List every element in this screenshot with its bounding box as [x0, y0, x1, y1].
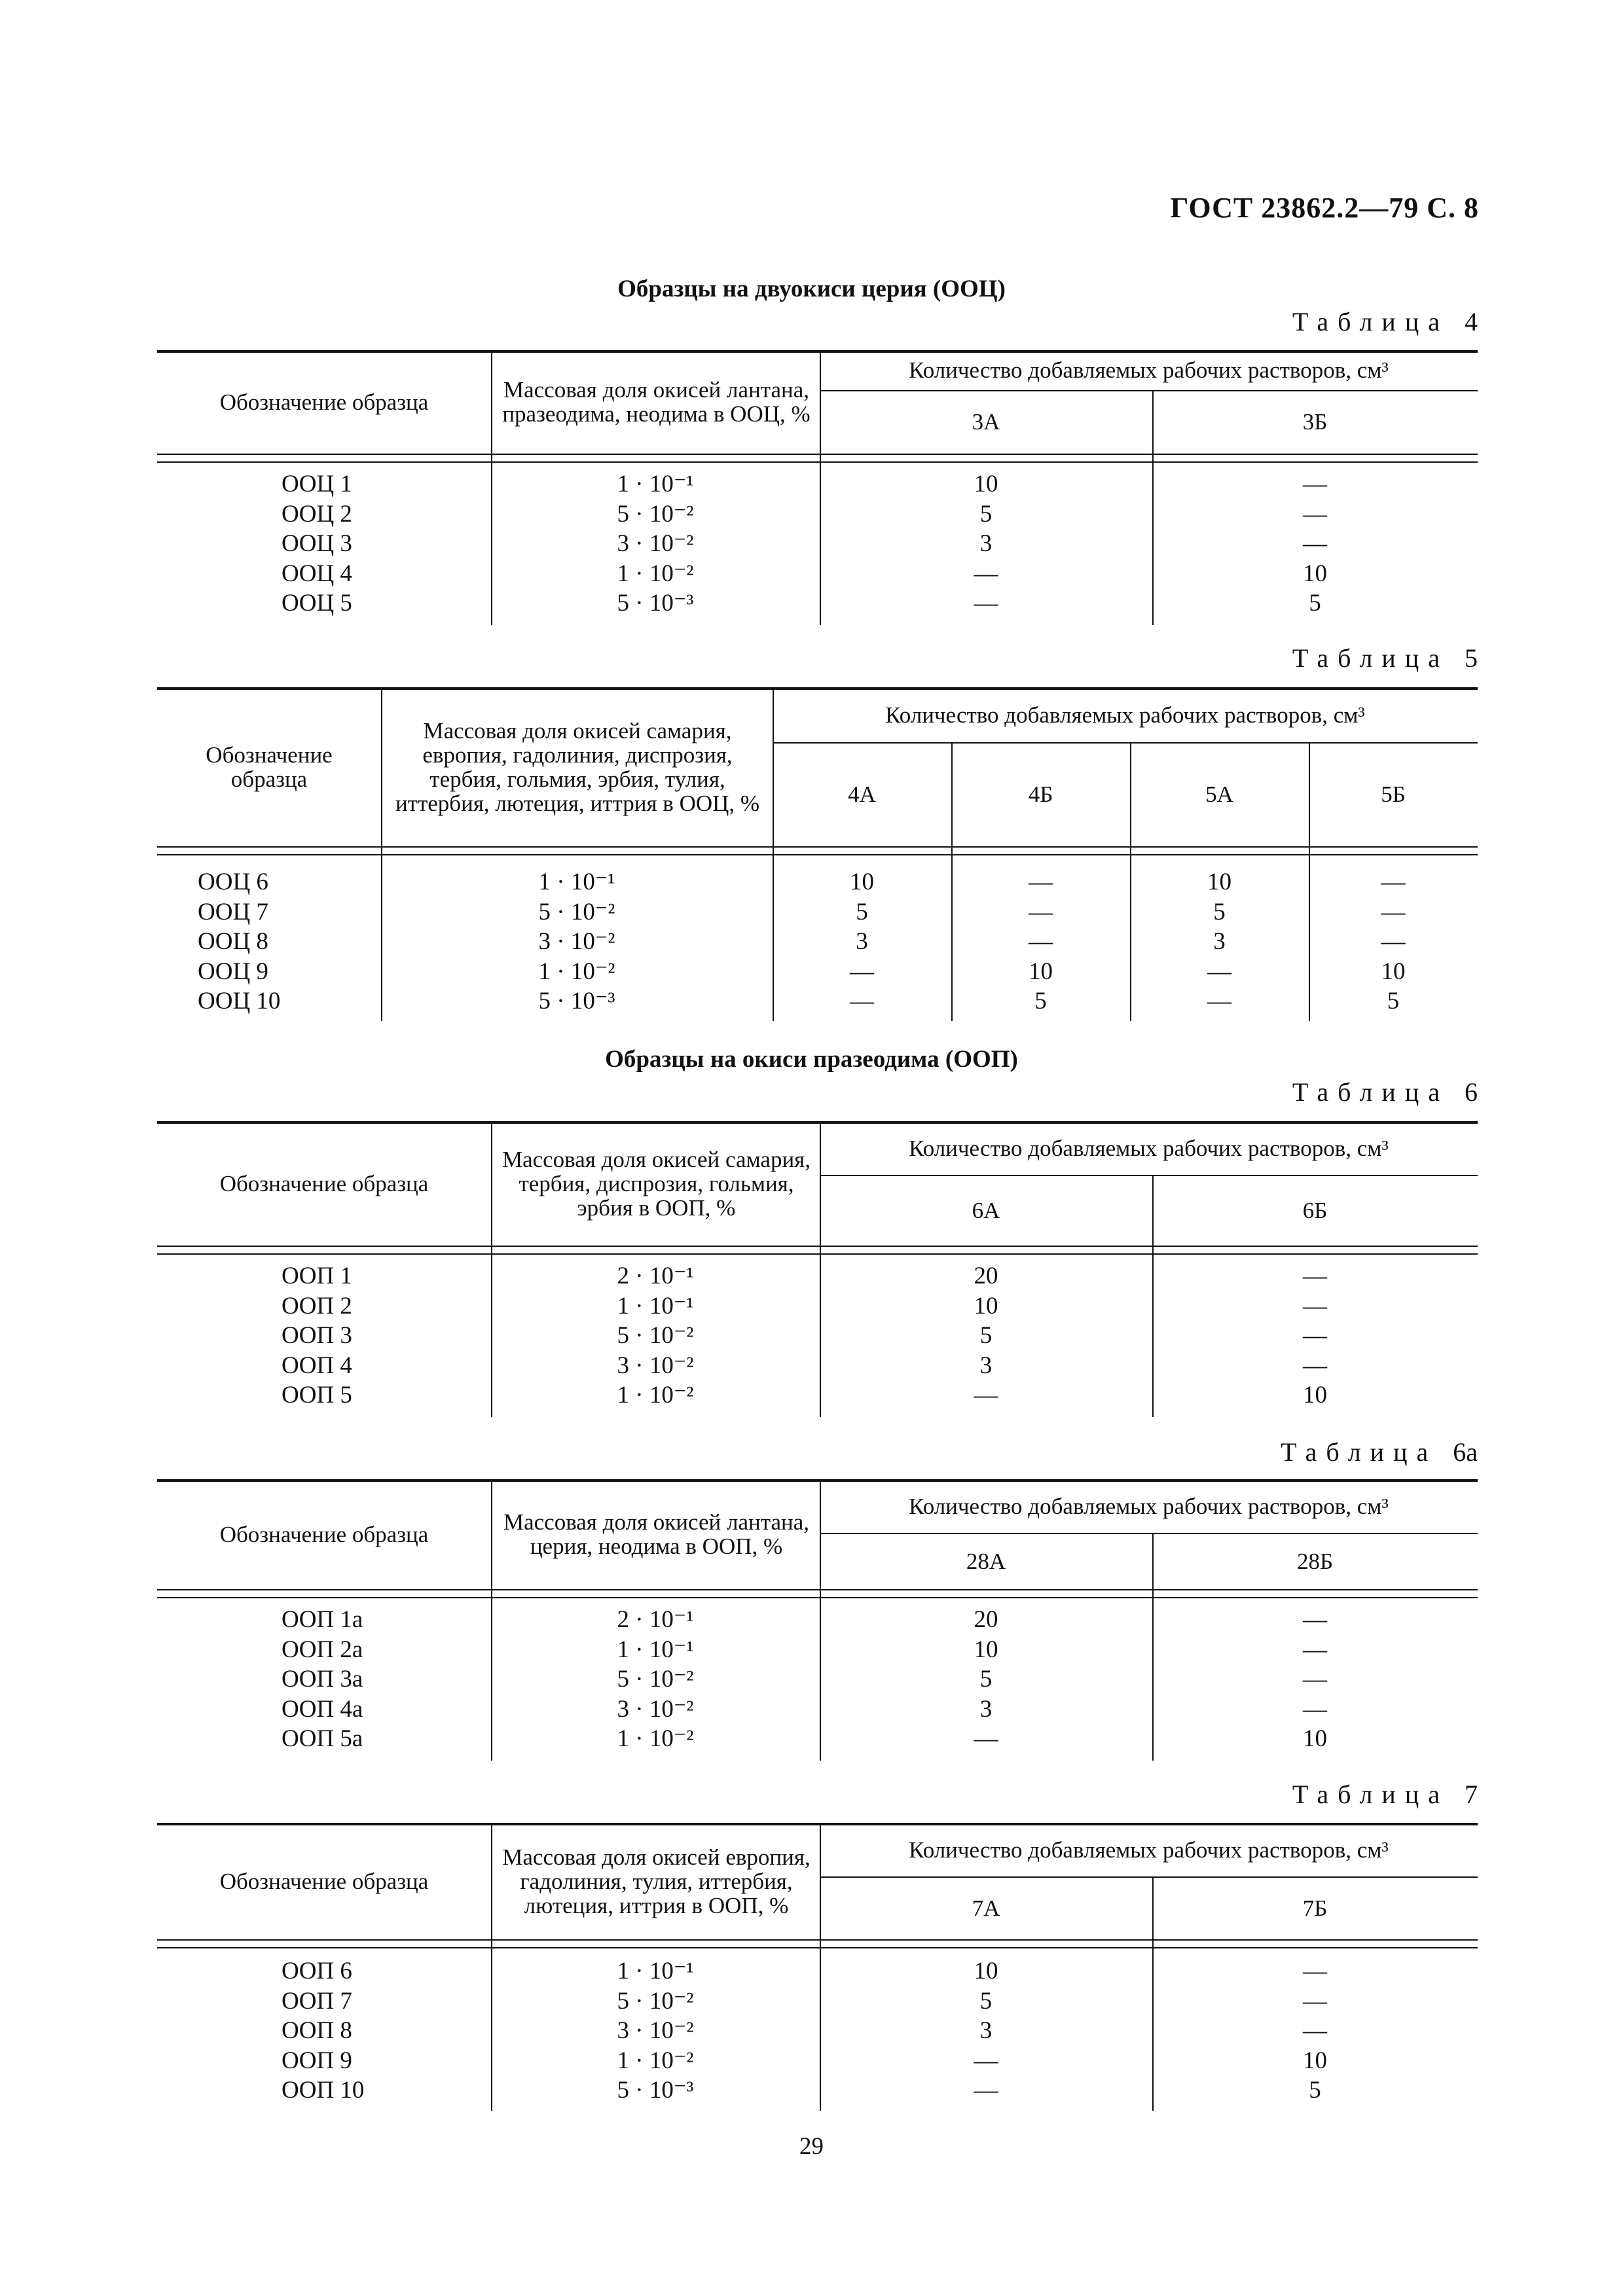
sample-list: ООЦ 6 ООЦ 7 ООЦ 8 ООЦ 9 ООЦ 10	[198, 869, 281, 1014]
section-title-praseodymium: Образцы на окиси празеодима (ООП)	[605, 1046, 1018, 1073]
values-3a: 10 5 3 — —	[974, 471, 998, 617]
subheader-3a: 3А	[972, 409, 1000, 435]
values-6b: — — — — 10	[1303, 1263, 1327, 1408]
values-7a: 10 5 3 — —	[974, 1958, 998, 2104]
table-label	[1281, 1437, 1478, 1467]
table-4	[157, 350, 1478, 625]
header-mass-fraction: Массовая доля окисей самария, европия, гадолиния, диспрозия, тербия, гольмия, эрбия, тулия, иттербия, лютеция, иттрия в ООЦ, %	[395, 717, 760, 816]
table-label	[1292, 1779, 1478, 1810]
mass-list: 2 · 10⁻¹ 1 · 10⁻¹ 5 · 10⁻² 3 · 10⁻² 1 · 10⁻²	[617, 1263, 694, 1408]
table-label-word: Таблица	[1292, 1077, 1449, 1107]
header-mass-fraction: Массовая доля окисей европия, гадолиния, тулия, иттербия, лютеция, иттрия в ООП, %	[502, 1844, 811, 1918]
mass-list: 2 · 10⁻¹ 1 · 10⁻¹ 5 · 10⁻² 3 · 10⁻² 1 · 10⁻²	[617, 1606, 694, 1752]
subheader-6a: 6А	[972, 1197, 1000, 1223]
table-label-word: Таблица	[1292, 643, 1449, 673]
rule	[157, 1589, 1478, 1590]
subheader-5a: 5А	[1205, 781, 1233, 807]
table-label	[1292, 306, 1478, 337]
values-4a: 10 5 3 — —	[850, 869, 874, 1014]
header-quantity: Количество добавляемых рабочих растворов, см³	[909, 357, 1389, 383]
table-6a	[157, 1479, 1478, 1761]
values-28a: 20 10 5 3 —	[974, 1606, 998, 1752]
subheader-6b: 6Б	[1302, 1197, 1328, 1223]
page-number: 29	[799, 2133, 824, 2160]
header-quantity: Количество добавляемых рабочих растворов, см³	[909, 1135, 1389, 1161]
subheader-5b: 5Б	[1381, 781, 1406, 807]
rule	[157, 846, 1478, 848]
mass-list: 1 · 10⁻¹ 5 · 10⁻² 3 · 10⁻² 1 · 10⁻² 5 · 10⁻³	[617, 1958, 694, 2104]
header-quantity: Количество добавляемых рабочих растворов, см³	[909, 1837, 1389, 1863]
subheader-28b: 28Б	[1296, 1548, 1334, 1574]
header-quantity: Количество добавляемых рабочих растворов, см³	[909, 1493, 1389, 1519]
page-header: ГОСТ 23862.2—79 С. 8	[1170, 192, 1479, 224]
table-number: 4	[1465, 307, 1478, 336]
subheader-7a: 7А	[972, 1895, 1000, 1921]
table-label-word: Таблица	[1281, 1437, 1438, 1467]
subheader-4a: 4А	[848, 781, 876, 807]
table-7	[157, 1823, 1478, 2111]
header-sample: Обозначение образца	[219, 1170, 429, 1196]
table-label-word: Таблица	[1292, 307, 1449, 336]
table-number: 5	[1465, 643, 1478, 673]
header-mass-fraction: Массовая доля окисей лантана, празеодима, неодима в ООЦ, %	[502, 377, 811, 427]
header-quantity: Количество добавляемых рабочих растворов, см³	[885, 702, 1365, 728]
header-sample: Обозначение образца	[219, 1521, 429, 1547]
rule	[157, 1246, 1478, 1247]
values-28b: — — — — 10	[1303, 1606, 1327, 1752]
subheader-7b: 7Б	[1302, 1895, 1328, 1921]
header-mass-fraction: Массовая доля окисей лантана, церия, неодима в ООП, %	[503, 1509, 810, 1559]
values-3b: — — — 10 5	[1303, 471, 1327, 617]
sample-list: ООЦ 1 ООЦ 2 ООЦ 3 ООЦ 4 ООЦ 5	[282, 471, 352, 617]
rule	[157, 454, 1478, 455]
rule	[157, 1597, 1478, 1598]
rule	[157, 1253, 1478, 1255]
table-6	[157, 1121, 1478, 1417]
table-number: 6	[1465, 1077, 1478, 1107]
sample-list: ООП 1 ООП 2 ООП 3 ООП 4 ООП 5	[282, 1263, 352, 1408]
table-number: 7	[1465, 1780, 1478, 1809]
table-number: 6а	[1453, 1437, 1478, 1467]
table-5	[157, 687, 1478, 1021]
rule	[157, 1947, 1478, 1948]
header-mass-fraction: Массовая доля окисей самария, тербия, диспрозия, гольмия, эрбия в ООП, %	[501, 1146, 811, 1221]
section-title-cerium: Образцы на двуокиси церия (ООЦ)	[617, 276, 1006, 302]
header-sample: Обозначение образца	[206, 742, 333, 792]
header-sample: Обозначение образца	[219, 1868, 429, 1894]
table-label	[1292, 1077, 1478, 1107]
mass-list: 1 · 10⁻¹ 5 · 10⁻² 3 · 10⁻² 1 · 10⁻² 5 · 10⁻³	[617, 471, 694, 617]
header-sample: Обозначение образца	[219, 389, 429, 415]
values-4b: — — — 10 5	[1029, 869, 1053, 1014]
sample-list: ООП 1а ООП 2а ООП 3а ООП 4а ООП 5а	[282, 1606, 363, 1752]
values-6a: 20 10 5 3 —	[974, 1263, 998, 1408]
values-7b: — — — 10 5	[1303, 1958, 1327, 2104]
subheader-28a: 28А	[966, 1548, 1006, 1574]
subheader-4b: 4Б	[1028, 781, 1053, 807]
values-5b: — — — 10 5	[1381, 869, 1406, 1014]
rule	[157, 1939, 1478, 1941]
subheader-3b: 3Б	[1302, 409, 1328, 435]
table-label-word: Таблица	[1292, 1780, 1449, 1809]
mass-list: 1 · 10⁻¹ 5 · 10⁻² 3 · 10⁻² 1 · 10⁻² 5 · 10⁻³	[538, 869, 615, 1014]
rule	[157, 461, 1478, 463]
table-label	[1292, 643, 1478, 673]
sample-list: ООП 6 ООП 7 ООП 8 ООП 9 ООП 10	[282, 1958, 365, 2104]
rule	[157, 854, 1478, 855]
values-5a: 10 5 3 — —	[1207, 869, 1231, 1014]
